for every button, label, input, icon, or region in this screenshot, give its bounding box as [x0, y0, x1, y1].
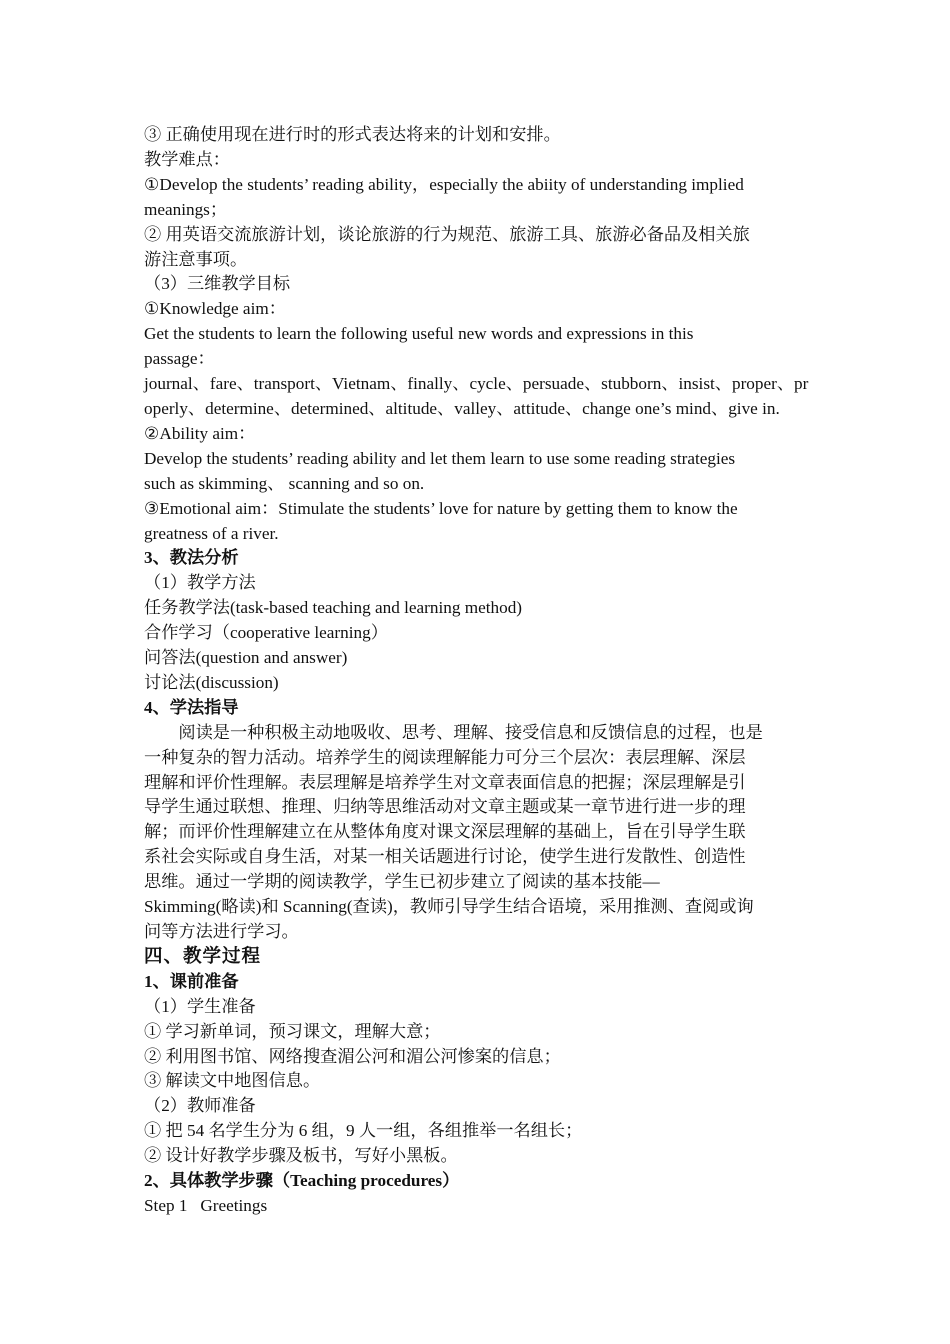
paragraph-line: Skimming(略读)和 Scanning(查读)，教师引导学生结合语境，采用推测、查阅或询 [144, 897, 754, 917]
preparation-item: ① 把 54 名学生分为 6 组，9 人一组，各组推举一名组长； [144, 1121, 583, 1141]
text-line: Develop the students’ reading ability and let them learn to use some reading strategies [144, 448, 736, 468]
heading-teaching-methods-analysis: 3、教法分析 [144, 548, 239, 568]
knowledge-aim-label: ①Knowledge aim： [144, 299, 286, 319]
paragraph-line: 系社会实际或自身生活，对某一相关话题进行讨论，使学生进行发散性、创造性 [144, 847, 746, 867]
text-line: 游注意事项。 [144, 249, 248, 269]
subheading-teaching-methods: （1）教学方法 [144, 573, 256, 593]
paragraph-line: 导学生通过联想、推理、归纳等思维活动对文章主题或某一章节进行进一步的理 [144, 797, 746, 817]
ability-aim-label: ②Ability aim： [144, 423, 256, 443]
text-line: greatness of a river. [144, 523, 279, 543]
paragraph-line: 问等方法进行学习。 [144, 922, 299, 941]
text-line: ③ 正确使用现在进行时的形式表达将来的计划和安排。 [144, 125, 561, 144]
subheading-three-dimensional-aims: （3）三维教学目标 [144, 274, 291, 294]
preparation-item: ② 利用图书馆、网络搜查湄公河和湄公河惨案的信息； [144, 1046, 561, 1066]
paragraph-line: 理解和评价性理解。表层理解是培养学生对文章表面信息的把握；深层理解是引 [144, 772, 746, 792]
text-line: such as skimming、 scanning and so on. [144, 473, 425, 493]
method-item: 任务教学法(task-based teaching and learning method) [144, 598, 523, 618]
learning-guidance-paragraph [144, 721, 808, 945]
vocabulary-list-line: operly、determine、determined、altitude、valley、attitude、change one’s mind、give in. [144, 398, 780, 418]
text-line: meanings； [144, 199, 228, 219]
step-label: Step 1 Greetings [144, 1195, 268, 1215]
paragraph-line: 解；而评价性理解建立在从整体角度对课文深层理解的基础上，旨在引导学生联 [144, 822, 746, 842]
preparation-item: ① 学习新单词，预习课文，理解大意； [144, 1021, 441, 1041]
text-line: ①Develop the students’ reading ability，especially the abiity of understanding implied [144, 174, 744, 194]
method-item: 讨论法(discussion) [144, 672, 279, 692]
method-item: 合作学习（cooperative learning） [144, 623, 388, 643]
preparation-item: ② 设计好教学步骤及板书，写好小黑板。 [144, 1146, 458, 1166]
emotional-aim-line: ③Emotional aim：Stimulate the students’ love for nature by getting them to know the [144, 498, 738, 518]
heading-learning-guidance: 4、学法指导 [144, 697, 239, 717]
method-item: 问答法(question and answer) [144, 648, 348, 668]
subheading-teacher-preparation: （2）教师准备 [144, 1096, 256, 1116]
subheading-student-preparation: （1）学生准备 [144, 996, 256, 1016]
text-line: ② 用英语交流旅游计划，谈论旅游的行为规范、旅游工具、旅游必备品及相关旅 [144, 224, 750, 244]
subheading-teaching-difficulties: 教学难点： [144, 149, 230, 169]
section-heading-teaching-process: 四、教学过程 [144, 946, 262, 967]
text-line: passage： [144, 349, 215, 369]
heading-pre-class-preparation: 1、课前准备 [144, 971, 239, 991]
paragraph-line: 阅读是一种积极主动地吸收、思考、理解、接受信息和反馈信息的过程，也是 [178, 722, 763, 742]
paragraph-line: 思维。通过一学期的阅读教学，学生已初步建立了阅读的基本技能— [144, 872, 660, 892]
text-line: Get the students to learn the following useful new words and expressions in this [144, 324, 694, 344]
preparation-item: ③ 解读文中地图信息。 [144, 1071, 321, 1091]
paragraph-line: 一种复杂的智力活动。培养学生的阅读理解能力可分三个层次：表层理解、深层 [144, 747, 746, 767]
heading-teaching-procedures: 2、具体教学步骤（Teaching procedures） [144, 1171, 460, 1191]
document-body [144, 123, 808, 1219]
vocabulary-list-line: journal、fare、transport、Vietnam、finally、cycle、persuade、stubborn、insist、proper、pr [144, 374, 809, 394]
